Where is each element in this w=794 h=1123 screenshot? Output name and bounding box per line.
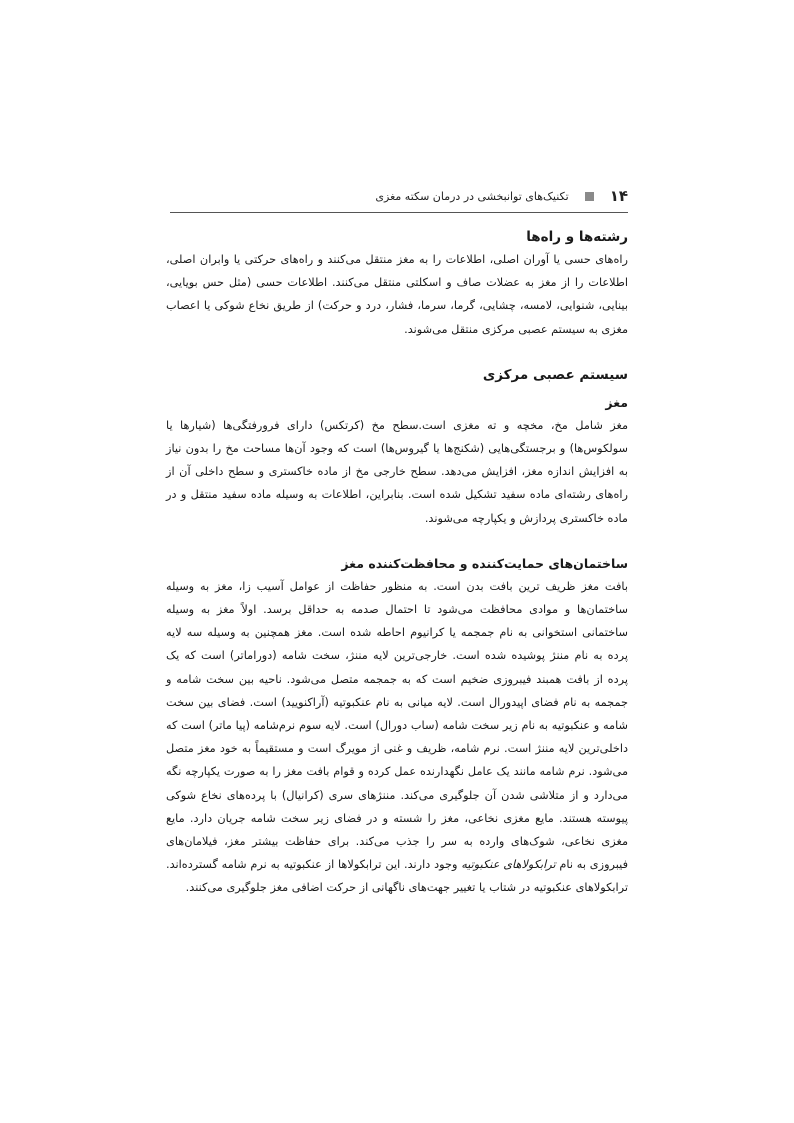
section-heading-cns: سیستم عصبی مرکزی: [482, 366, 628, 383]
running-title: تکنیک‌های توانبخشی در درمان سکته مغزی: [375, 189, 569, 203]
paragraph-brain: مغز شامل مخ، مخچه و ته مغزی است.سطح مخ (کرتکس) دارای فرورفتگی‌ها (شیارها یا سولکوس‌ها) و برجستگی‌هایی (شکنج‌ها یا گیروس‌ها) است که وجود آن‌ها مساحت مخ را بدون نیاز به افزایش اندازه مغز، افزایش می‌دهد. سطح خارجی مخ از ماده خاکستری و سطح داخلی آن از راه‌های رشته‌ای ماده سفید تشکیل شده است. بنابراین، اطلاعات به وسیله ماده سفید منتقل و در ماده خاکستری پردازش و یکپارچه می‌شوند.: [166, 418, 628, 525]
page-number: ۱۴: [609, 187, 628, 205]
page-body: [166, 226, 628, 900]
italic-term-arachnoid-trabeculae: ترابکولا‌های عنکبوتیه: [461, 858, 556, 872]
subheading-brain: مغز: [605, 394, 628, 410]
running-header: [170, 186, 628, 206]
paragraph-protective-part1: بافت مغز ظریف ترین بافت بدن است. به منظور حفاظت از عوامل آسیب زا، مغز به وسیله ساختمان‌ها و موادی محافظت می‌شود تا احتمال صدمه به حداقل برسد. اولاً مغز به وسیله ساختمانی استخوانی به نام جمجمه یا کرانیوم احاطه شده است. مغز همچنین به وسیله سه لایه پرده به نام مننژ پوشیده شده است. خارجی‌ترین لایه مننژ، سخت شامه (دوراماتر) است که یک پرده از بافت همبند فیبروزی ضخیم است که به جمجمه متصل می‌شود. ناحیه بین سخت شامه و جمجمه به نام فضای اپیدورال است. لایه میانی به نام عنکبوتیه (آراکنویید) است. فضای بین سخت شامه و عنکبوتیه به نام زیر سخت شامه (ساب دورال) است. لایه سوم نرم‌شامه (پیا ماتر) است که داخلی‌ترین لایه مننژ است. نرم شامه، ظریف و غنی از مویرگ است و مستقیماً به خود مغز متصل می‌شود. نرم شامه مانند یک عامل نگهدارنده عمل کرده و قوام بافت مغز را به صورت یکپارچه نگه می‌دارد و از متلاشی شدن آن جلوگیری می‌کند. مننژهای سری (کرانیال) با پرده‌های نخاع شوکی پیوسته هستند. مایع مغزی نخاعی، مغز را شسته و در فضای زیر سخت شامه جریان دارد. مایع مغزی نخاعی، شوک‌های وارده به سر را جذب می‌کند. برای حفاظت بیشتر مغز، فیلامان‌های فیبروزی به نام: [166, 579, 628, 872]
paragraph-protective-part2: وجود دارند. این ترابکولاها از عنکبوتیه به نرم شامه گسترده‌اند. ترابکولاهای عنکبوتیه در شتاب یا تغییر جهت‌های ناگهانی از حرکت اضافی مغز جلوگیری می‌کنند.: [166, 858, 628, 895]
paragraph-protective: [166, 575, 628, 900]
header-rule: [170, 212, 628, 213]
paragraph-tracts: راه‌های حسی یا آوران اصلی، اطلاعات را به مغز منتقل می‌کنند و راه‌های حرکتی یا وابران اصلی، اطلاعات را از مغز به عضلات صاف و اسکلتی منتقل می‌کنند. اطلاعات حسی (مثل حس بویایی، بینایی، شنوایی، لامسه، چشایی، گرما، سرما، فشار، درد و حرکت) از طریق نخاع شوکی یا اعصاب مغزی به سیستم عصبی مرکزی منتقل می‌شوند.: [166, 253, 628, 336]
spacer: [166, 341, 628, 364]
section-heading-tracts: رشته‌ها و راه‌ها: [526, 229, 628, 245]
section-heading-protective: ساختمان‌های حمایت‌کننده و محافظت‌کننده مغز: [341, 555, 628, 571]
spacer: [166, 530, 628, 553]
header-square-marker: [585, 192, 594, 201]
